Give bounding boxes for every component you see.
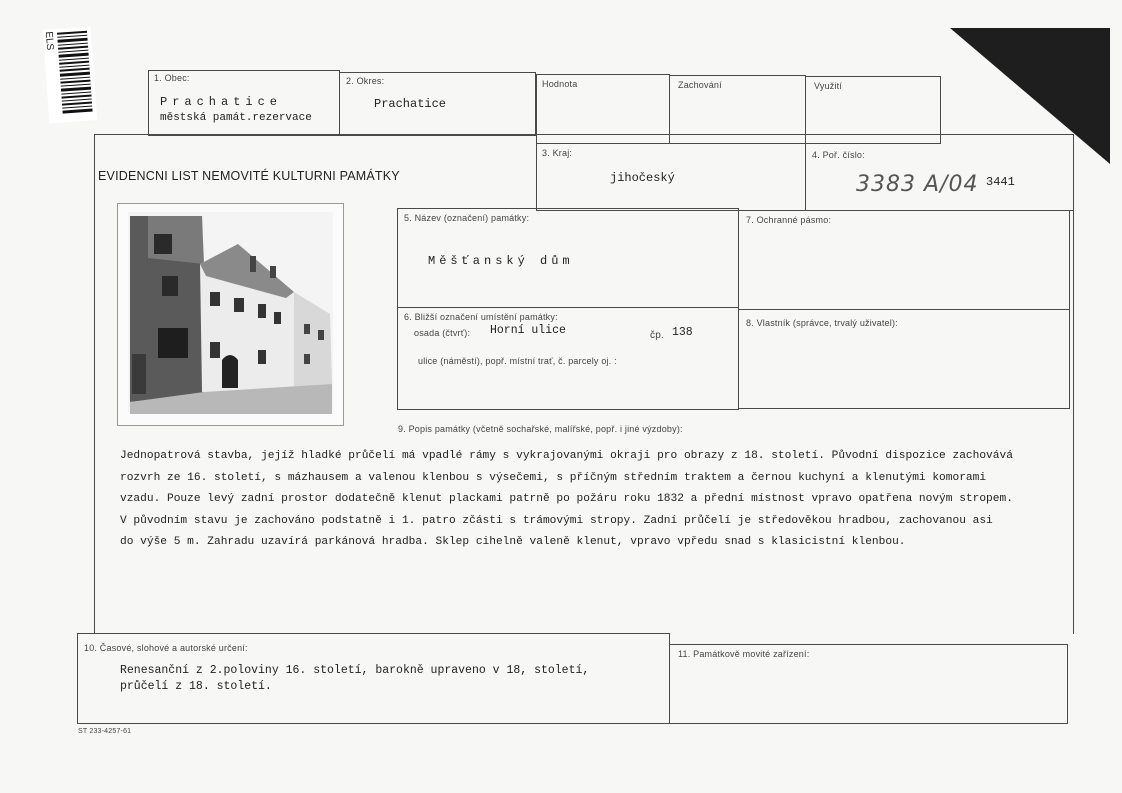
popis-line: V původním stavu je zachováno podstatně i 1. patro zčásti s trámovými stropy. Zadní průčelí je středověkou hradbou, zachovanou asi: [120, 514, 993, 527]
kraj-value: jihočeský: [610, 171, 675, 185]
hodnota-label: Hodnota: [542, 79, 578, 89]
footer-code: ST 233-4257-61: [78, 728, 132, 735]
obec-value-detail: městská památ.rezervace: [160, 112, 312, 124]
cp-value: 138: [672, 326, 693, 339]
popis-line: Jednopatrová stavba, jejíž hladké průčelí má vpadlé rámy s vykrajovanými okraji pro obrazy z 18. století. Původní dispozice zachovává: [120, 450, 1013, 462]
popis-line: vzadu. Pouze levý zadní prostor dodatečně klenut plackami patrně po požáru roku 1832 a přední místnost vpravo opatřena novým stropem.: [120, 493, 1013, 506]
form-title: EVIDENCNI LIST NEMOVITÉ KULTURNI PAMÁTKY: [98, 169, 400, 183]
por-cislo-label: 4. Poř. číslo:: [812, 150, 865, 160]
osada-label: osada (čtvrť):: [414, 328, 471, 338]
barcode-label: ELS: [42, 31, 56, 51]
ochranne-pasmo-cell: [738, 210, 1070, 310]
okres-label: 2. Okres:: [346, 76, 385, 86]
vyuziti-label: Využití: [814, 81, 843, 91]
por-cislo-typed: 3441: [986, 175, 1015, 189]
osada-value: Horní ulice: [490, 324, 566, 337]
umisteni-label: 6. Bližší označení umístění památky:: [404, 312, 558, 322]
ulice-label: ulice (náměstí), popř. místní trať, č. parcely oj. :: [418, 356, 617, 366]
ochranne-pasmo-label: 7. Ochranné pásmo:: [746, 215, 832, 225]
popis-text: [120, 446, 1050, 554]
vlastnik-label: 8. Vlastník (správce, trvalý uživatel):: [746, 318, 898, 328]
popis-label: 9. Popis památky (včetně sochařské, malířské, popř. i jiné výzdoby):: [398, 424, 683, 434]
nazev-label: 5. Název (označení) památky:: [404, 213, 530, 223]
building-photo: [117, 203, 344, 426]
urceni-line-1: Renesanční z 2.poloviny 16. století, barokně upraveno v 18, století,: [120, 664, 590, 677]
barcode: [43, 26, 97, 123]
urceni-line-2: průčelí z 18. století.: [120, 680, 272, 693]
cp-label: čp.: [650, 330, 664, 341]
urceni-label: 10. Časové, slohové a autorské určení:: [84, 643, 248, 653]
popis-line: rozvrh ze 16. století, s mázhausem a valenou klenbou s výsečemi, s příčným středním traktem a černou kuchyní a klenutými komorami: [120, 471, 987, 484]
kraj-label: 3. Kraj:: [542, 148, 573, 158]
movite-label: 11. Památkově movité zařízení:: [678, 649, 810, 659]
por-cislo-handwritten: 3383 A/04: [856, 172, 979, 197]
nazev-value: Měšťanský dům: [428, 254, 574, 268]
obec-label: 1. Obec:: [154, 73, 190, 83]
popis-line: do výše 5 m. Zahradu uzavírá parkánová hradba. Sklep cihelně valeně klenut, vpravo vpředu snad s klasicistní klenbou.: [120, 536, 906, 549]
obec-value: Prachatice: [160, 95, 283, 109]
zachovani-label: Zachování: [678, 80, 722, 90]
okres-value: Prachatice: [374, 97, 447, 111]
